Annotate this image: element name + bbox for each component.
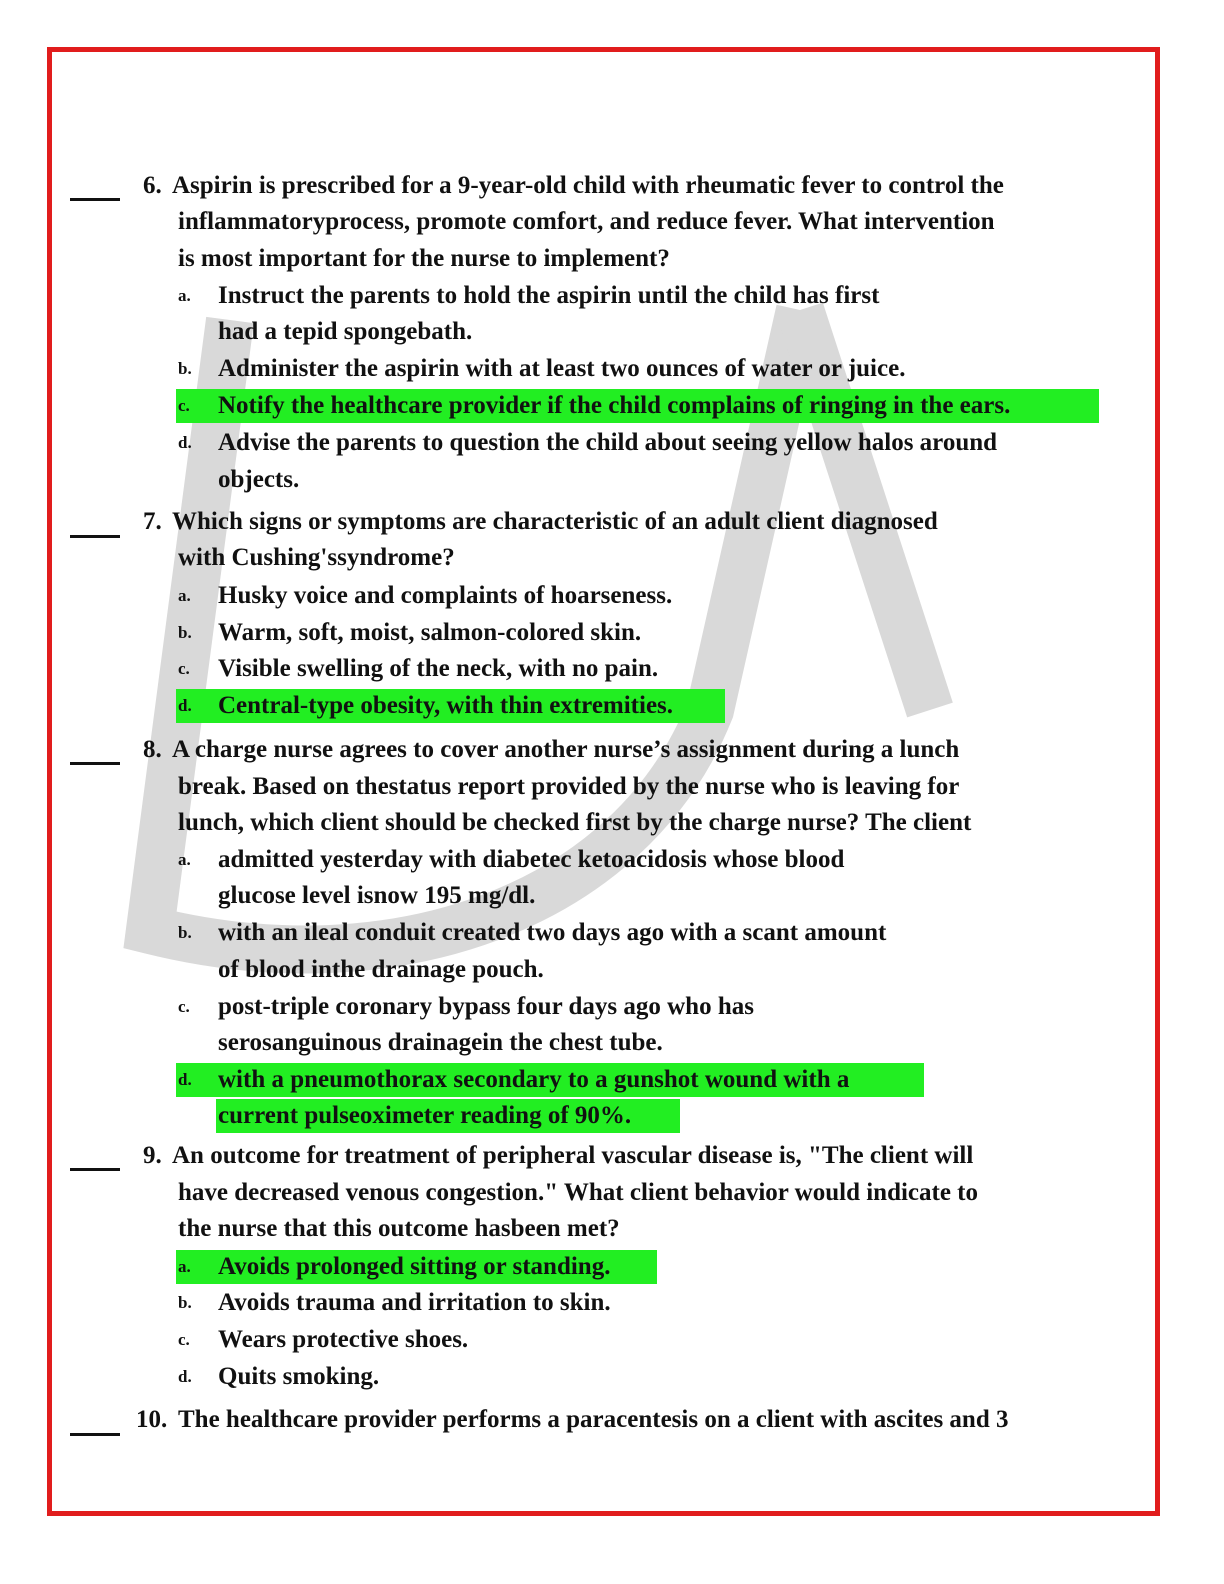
option-letter: c. — [178, 1330, 190, 1349]
option-letter: d. — [178, 1070, 192, 1089]
option-text-line: Wears protective shoes. — [218, 1326, 469, 1353]
option-text-line: Visible swelling of the neck, with no pain. — [218, 655, 659, 682]
option-letter: b. — [178, 359, 192, 378]
question-text-line: The healthcare provider performs a paracentesis on a client with ascites and 3 — [178, 1406, 1009, 1433]
option-text-line: with a pneumothorax secondary to a gunshot wound with a — [218, 1066, 850, 1093]
question-text-line: An outcome for treatment of peripheral vascular disease is, "The client will — [172, 1142, 974, 1169]
option-letter: c. — [178, 659, 190, 678]
option-text-line: Central-type obesity, with thin extremities. — [218, 692, 674, 719]
question-number: 7. — [143, 508, 162, 535]
option-text-line: objects. — [218, 466, 300, 493]
option-text-line: Advise the parents to question the child about seeing yellow halos around — [218, 429, 998, 456]
option-text-line: current pulseoximeter reading of 90%. — [218, 1102, 632, 1129]
answer-blank[interactable] — [70, 198, 120, 201]
question-text-line: the nurse that this outcome hasbeen met? — [178, 1215, 620, 1242]
option-text-line: Avoids trauma and irritation to skin. — [218, 1289, 611, 1316]
option-letter: b. — [178, 623, 192, 642]
option-letter: d. — [178, 696, 192, 715]
option-text-line: serosanguinous drainagein the chest tube. — [218, 1029, 663, 1056]
option-letter: a. — [178, 586, 191, 605]
question-text-line: break. Based on thestatus report provided by the nurse who is leaving for — [178, 773, 960, 800]
option-text-line: of blood inthe drainage pouch. — [218, 956, 544, 983]
question-number: 9. — [143, 1142, 162, 1169]
question-number: 6. — [143, 172, 162, 199]
question-text-line: Which signs or symptoms are characteristic of an adult client diagnosed — [172, 508, 938, 535]
option-letter: a. — [178, 286, 191, 305]
question-text-line: inflammatoryprocess, promote comfort, and reduce fever. What intervention — [178, 208, 995, 235]
answer-blank[interactable] — [70, 1433, 120, 1436]
question-number: 8. — [143, 736, 162, 763]
option-text-line: Notify the healthcare provider if the child complains of ringing in the ears. — [218, 392, 1011, 419]
option-text-line: Husky voice and complaints of hoarseness. — [218, 582, 673, 609]
question-number: 10. — [136, 1406, 168, 1433]
option-letter: c. — [178, 396, 190, 415]
question-text-line: with Cushing'ssyndrome? — [178, 544, 455, 571]
question-text-line: have decreased venous congestion." What client behavior would indicate to — [178, 1179, 979, 1206]
option-text-line: had a tepid spongebath. — [218, 318, 473, 345]
option-text-line: Avoids prolonged sitting or standing. — [218, 1253, 611, 1280]
option-text-line: Warm, soft, moist, salmon-colored skin. — [218, 619, 642, 646]
answer-blank[interactable] — [70, 762, 120, 765]
question-text-line: Aspirin is prescribed for a 9-year-old child with rheumatic fever to control the — [172, 172, 1004, 199]
option-letter: a. — [178, 1257, 191, 1276]
question-text-line: is most important for the nurse to implement? — [178, 245, 670, 272]
answer-blank[interactable] — [70, 1168, 120, 1171]
option-text-line: Quits smoking. — [218, 1363, 380, 1390]
option-text-line: glucose level isnow 195 mg/dl. — [218, 882, 536, 909]
option-letter: a. — [178, 850, 191, 869]
option-text-line: with an ileal conduit created two days ago with a scant amount — [218, 919, 887, 946]
option-text-line: Administer the aspirin with at least two ounces of water or juice. — [218, 355, 906, 382]
option-text-line: admitted yesterday with diabetec ketoacidosis whose blood — [218, 846, 845, 873]
option-letter: c. — [178, 997, 190, 1016]
option-letter: b. — [178, 923, 192, 942]
option-letter: d. — [178, 433, 192, 452]
question-text-line: lunch, which client should be checked first by the charge nurse? The client — [178, 809, 972, 836]
option-letter: b. — [178, 1293, 192, 1312]
option-letter: d. — [178, 1367, 192, 1386]
option-text-line: post-triple coronary bypass four days ago who has — [218, 993, 754, 1020]
answer-blank[interactable] — [70, 535, 120, 538]
question-text-line: A charge nurse agrees to cover another nurse’s assignment during a lunch — [172, 736, 960, 763]
option-text-line: Instruct the parents to hold the aspirin until the child has first — [218, 282, 880, 309]
